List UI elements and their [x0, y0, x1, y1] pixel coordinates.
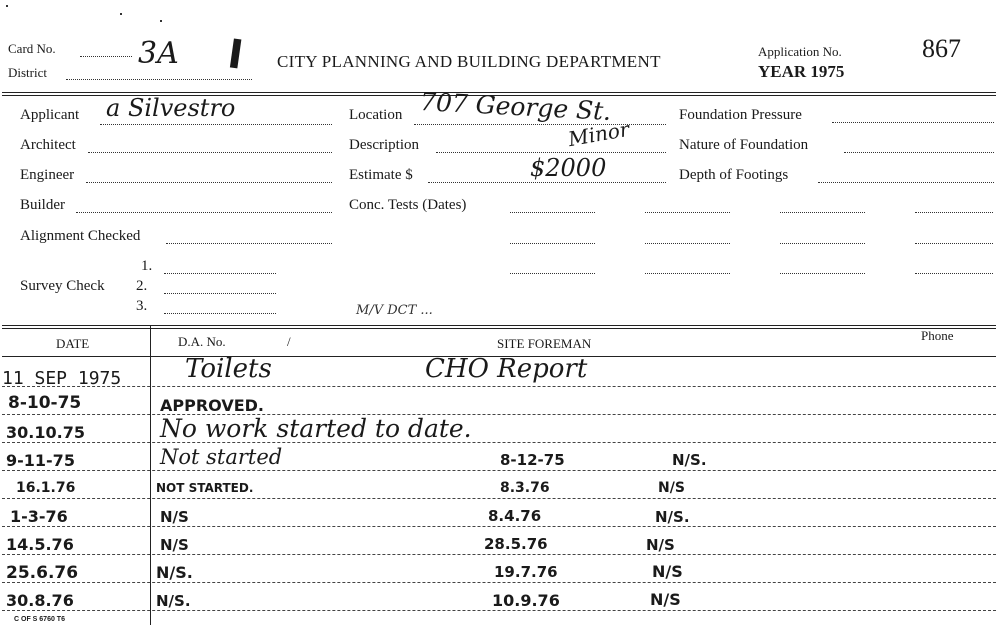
row-date-2: 8.3.76 — [500, 480, 550, 496]
row-line — [2, 582, 996, 583]
row-date: 1-3-76 — [10, 507, 68, 526]
foundation-pressure-line — [832, 122, 994, 123]
conc-line-1b — [645, 212, 730, 213]
scan-speck — [120, 13, 122, 15]
row-entry: Not started — [160, 445, 283, 469]
header-phone: Phone — [921, 328, 954, 343]
row-entry: APPROVED. — [160, 396, 264, 415]
conc-line-2a — [510, 243, 595, 244]
survey-number-3: 3. — [136, 298, 148, 314]
row-date: 25.6.76 — [6, 563, 79, 583]
engineer-line — [86, 182, 332, 183]
architect-line — [88, 152, 332, 153]
depth-footings-label: Depth of Footings — [679, 167, 789, 183]
location-label: Location — [349, 107, 403, 123]
location-value: 707 George St. — [419, 87, 612, 126]
estimate-line — [428, 182, 666, 183]
depth-footings-line — [818, 182, 994, 183]
applicant-label: Applicant — [20, 107, 80, 123]
row-line — [2, 526, 996, 527]
row-date-2: 10.9.76 — [492, 591, 560, 610]
district-line — [66, 79, 252, 80]
conc-line-1d — [915, 212, 993, 213]
row-line — [2, 442, 996, 443]
nature-foundation-line — [844, 152, 994, 153]
margin-note: M/V DCT ... — [356, 303, 433, 318]
conc-line-1c — [780, 212, 865, 213]
row-entry: No work started to date. — [160, 414, 472, 443]
row-line — [2, 470, 996, 471]
application-no-value: 867 — [922, 34, 961, 63]
row-status-2: N/S — [650, 590, 681, 609]
estimate-label: Estimate $ — [349, 167, 413, 183]
year-label: YEAR 1975 — [758, 62, 845, 81]
header-slash: / — [287, 334, 291, 349]
alignment-label: Alignment Checked — [20, 228, 141, 244]
row-line — [2, 498, 996, 499]
card-no-value: 3A — [138, 36, 179, 71]
survey-number-1: 1. — [141, 258, 153, 274]
applicant-line — [100, 124, 332, 125]
foundation-pressure-label: Foundation Pressure — [679, 107, 802, 123]
row-line — [2, 386, 996, 387]
conc-tests-label: Conc. Tests (Dates) — [349, 197, 467, 213]
row-status-2: N/S. — [672, 451, 707, 469]
row-entry: N/S — [160, 536, 189, 554]
row-date-2: 8.4.76 — [488, 507, 542, 525]
conc-line-2b — [645, 243, 730, 244]
description-line — [436, 152, 666, 153]
row-date: 11 SEP 1975 — [2, 368, 122, 389]
conc-line-3c — [780, 273, 865, 274]
survey-line-3 — [164, 313, 276, 314]
row-foreman: CHO Report — [425, 354, 588, 384]
alignment-line — [166, 243, 332, 244]
architect-label: Architect — [20, 137, 76, 153]
builder-label: Builder — [20, 197, 65, 213]
description-value: Minor — [566, 116, 631, 152]
row-line — [2, 610, 996, 611]
form-code: C OF S 6760 T6 — [14, 616, 65, 623]
row-line — [2, 554, 996, 555]
row-date: 14.5.76 — [6, 535, 74, 554]
row-date: 16.1.76 — [16, 480, 76, 496]
conc-line-2d — [915, 243, 993, 244]
survey-line-2 — [164, 293, 276, 294]
survey-line-1 — [164, 273, 276, 274]
row-entry: Toilets — [185, 354, 272, 384]
estimate-value: $2000 — [530, 154, 607, 182]
date-column-divider — [150, 325, 151, 625]
application-no-label: Application No. — [758, 44, 842, 59]
card-mark: I — [224, 31, 247, 79]
row-entry: N/S. — [156, 563, 193, 582]
district-label: District — [8, 65, 47, 80]
row-date: 8-10-75 — [8, 393, 82, 413]
row-entry: N/S — [160, 508, 189, 526]
survey-label: Survey Check — [20, 278, 105, 294]
applicant-value: a Silvestro — [106, 94, 236, 122]
table-top-rule-2 — [2, 328, 996, 329]
row-date-2: 8-12-75 — [500, 451, 565, 469]
row-status-2: N/S — [652, 562, 683, 581]
card-no-line — [80, 56, 132, 57]
header-da-no: D.A. No. — [178, 334, 226, 349]
survey-number-2: 2. — [136, 278, 148, 294]
engineer-label: Engineer — [20, 167, 75, 183]
table-top-rule — [2, 325, 996, 326]
row-line — [2, 414, 996, 415]
row-status-2: N/S. — [655, 508, 690, 526]
row-date-2: 28.5.76 — [484, 535, 548, 553]
builder-line — [76, 212, 332, 213]
conc-line-3d — [915, 273, 993, 274]
conc-line-2c — [780, 243, 865, 244]
row-date: 30.10.75 — [6, 423, 85, 442]
header-site-foreman: SITE FOREMAN — [497, 336, 592, 351]
conc-line-3b — [645, 273, 730, 274]
row-date: 30.8.76 — [6, 591, 74, 610]
scan-speck — [6, 5, 8, 7]
row-date-2: 19.7.76 — [494, 563, 558, 581]
nature-foundation-label: Nature of Foundation — [679, 137, 809, 153]
description-label: Description — [349, 137, 419, 153]
card-no-label: Card No. — [8, 41, 56, 56]
header-date: DATE — [56, 336, 90, 351]
conc-line-3a — [510, 273, 595, 274]
row-entry: N/S. — [156, 592, 191, 610]
row-entry: NOT STARTED. — [156, 481, 254, 495]
row-status-2: N/S — [658, 480, 685, 496]
department-title: CITY PLANNING AND BUILDING DEPARTMENT — [277, 52, 661, 71]
scan-speck — [160, 20, 162, 22]
row-date: 9-11-75 — [6, 451, 75, 470]
row-status-2: N/S — [646, 536, 675, 554]
conc-line-1a — [510, 212, 595, 213]
